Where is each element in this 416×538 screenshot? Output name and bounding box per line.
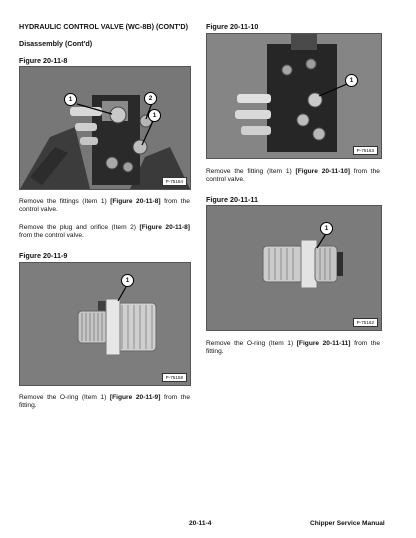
section-subtitle: Disassembly (Cont'd) — [19, 39, 93, 48]
callout-item-2: 2 — [144, 92, 157, 105]
callout-item-1: 1 — [121, 274, 134, 287]
callout-item-1: 1 — [148, 109, 161, 122]
callout-item-1: 1 — [345, 74, 358, 87]
figure-20-11-9-title: Figure 20-11-9 — [19, 251, 68, 260]
figure-20-11-9-photo — [19, 262, 191, 386]
step-remove-plug: Remove the plug and orifice (Item 2) [Figure 20-11-8] from the control valve. — [19, 224, 190, 240]
manual-title: Chipper Service Manual — [310, 520, 385, 527]
photo-id-tag: P-75164 — [162, 177, 187, 186]
figure-20-11-11-photo — [206, 205, 382, 331]
step-remove-fitting: Remove the fitting (Item 1) [Figure 20-11-10] from the control valve. — [206, 168, 380, 184]
section-title: HYDRAULIC CONTROL VALVE (WC-8B) (CONT'D) — [19, 22, 189, 31]
callout-item-1: 1 — [320, 222, 333, 235]
step-remove-o-ring: Remove the O-ring (Item 1) [Figure 20-11-11] from the fitting. — [206, 340, 380, 356]
figure-reference: [Figure 20-11-8] — [110, 198, 161, 205]
figure-20-11-11-title: Figure 20-11-11 — [206, 195, 258, 204]
figure-20-11-8-photo — [19, 66, 191, 190]
figure-20-11-10-photo — [206, 33, 382, 159]
figure-20-11-10-title: Figure 20-11-10 — [206, 22, 259, 31]
photo-id-tag: P-75162 — [353, 318, 378, 327]
step-remove-fittings: Remove the fittings (Item 1) [Figure 20-11-8] from the control valve. — [19, 198, 190, 214]
figure-reference: [Figure 20-11-11] — [296, 340, 351, 347]
fitting-illustration — [20, 263, 190, 385]
callout-item-1: 1 — [64, 93, 77, 106]
figure-reference: [Figure 20-11-10] — [295, 168, 350, 175]
figure-reference: [Figure 20-11-9] — [109, 394, 161, 401]
photo-id-tag: P-75158 — [162, 373, 187, 382]
control-valve-illustration — [207, 34, 381, 158]
page-number: 20-11-4 — [189, 520, 212, 527]
fitting-illustration — [207, 206, 381, 330]
photo-id-tag: P-75163 — [353, 146, 378, 155]
step-remove-o-ring: Remove the O-ring (Item 1) [Figure 20-11-9] from the fitting. — [19, 394, 190, 410]
figure-reference: [Figure 20-11-8] — [139, 224, 190, 231]
figure-20-11-8-title: Figure 20-11-8 — [19, 56, 68, 65]
valve-assembly-illustration — [20, 67, 190, 189]
